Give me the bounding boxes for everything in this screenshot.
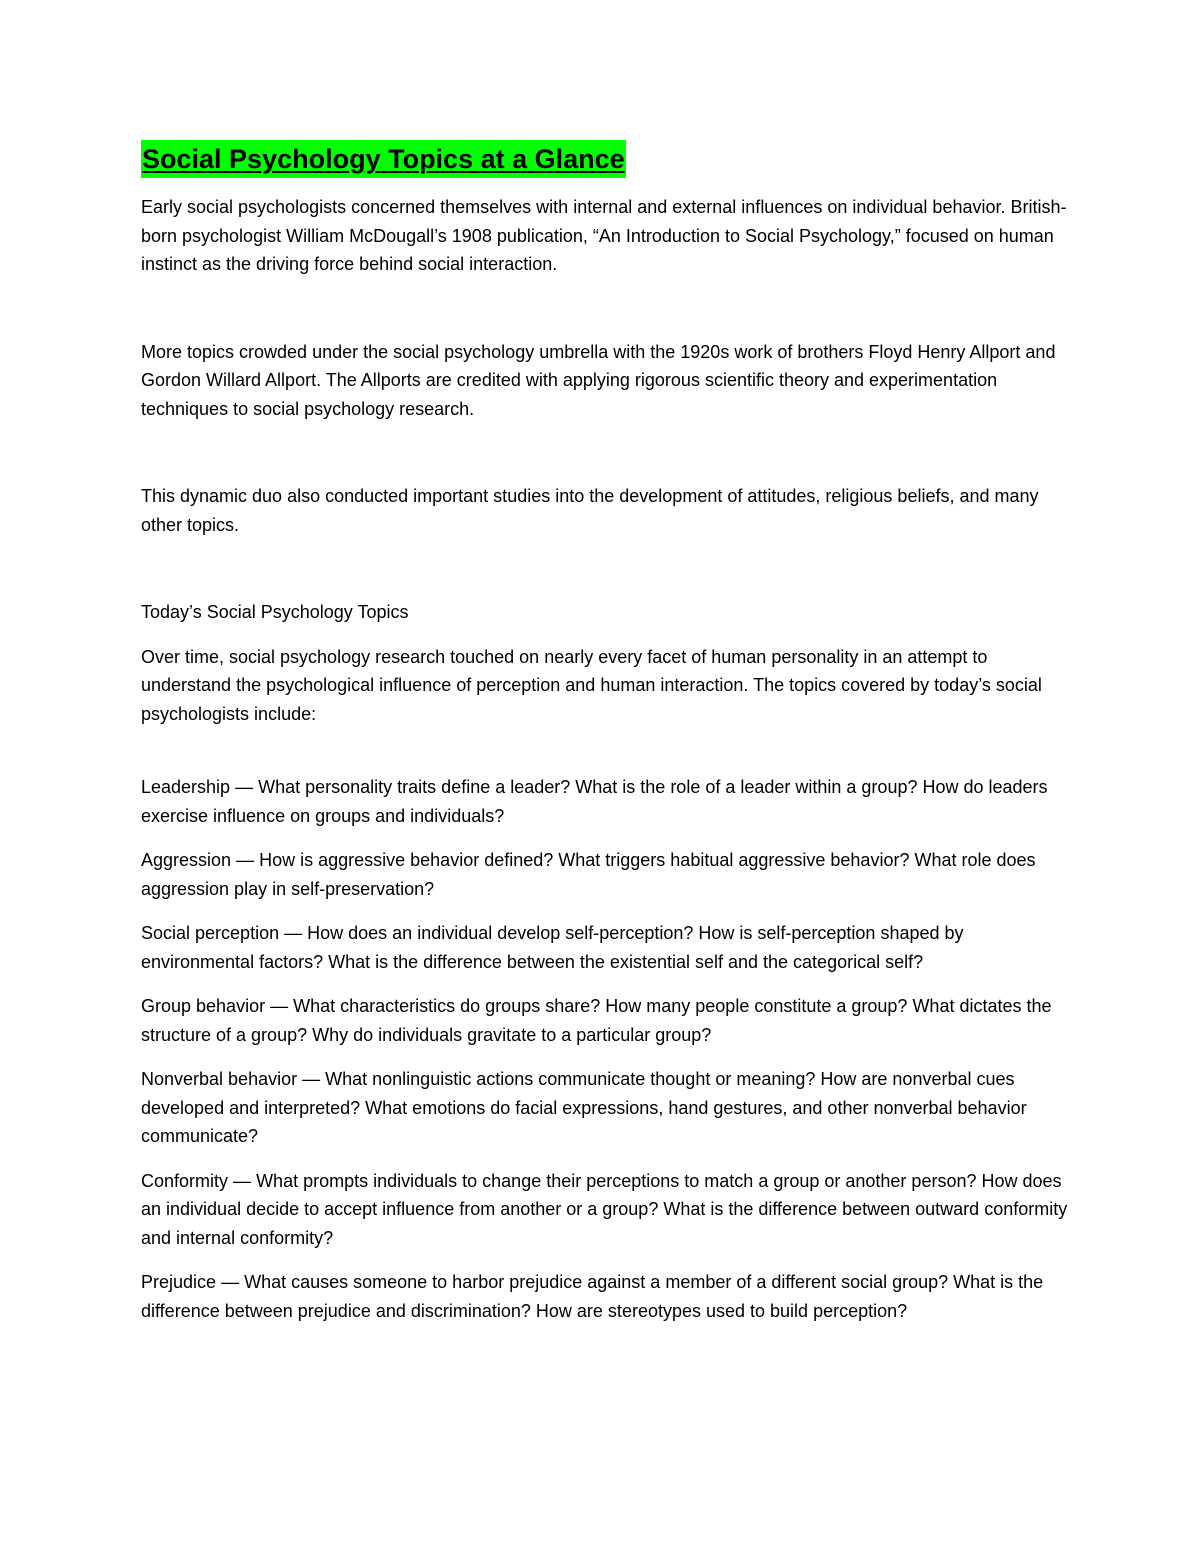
topic-name: Prejudice <box>141 1272 217 1292</box>
topic-name: Group behavior <box>141 996 266 1016</box>
topic-name: Leadership <box>141 777 231 797</box>
em-dash: — <box>235 777 254 797</box>
topic-item-leadership <box>141 773 1071 830</box>
topic-text: How does an individual develop self-perception? How is self-perception shaped by environmental factors? What is the difference between the existential self and the categorical self? <box>141 923 964 972</box>
section-intro: Over time, social psychology research touched on nearly every facet of human personality in an attempt to understand the psychological influence of perception and human interaction. The topics covered by today’s social psychologists include: <box>141 646 1042 724</box>
topic-name: Nonverbal behavior <box>141 1069 298 1089</box>
em-dash: — <box>302 1069 321 1089</box>
paragraph-allport-brothers: More topics crowded under the social psychology umbrella with the 1920s work of brothers Floyd Henry Allport and Gordon Willard Allport. The Allports are credited with applying rigorous scientific theory and experimentation techniques to social psychology research. <box>141 341 1056 419</box>
em-dash: — <box>236 850 255 870</box>
topic-text: What nonlinguistic actions communicate thought or meaning? How are nonverbal cues developed and interpreted? What emotions do facial expressions, hand gestures, and other nonverbal behavior communicate? <box>141 1069 1027 1146</box>
em-dash: — <box>284 923 303 943</box>
paragraph-dynamic-duo: This dynamic duo also conducted important studies into the development of attitudes, religious beliefs, and many other topics. <box>141 486 1039 535</box>
em-dash: — <box>221 1272 240 1292</box>
topic-item-social-perception <box>141 919 1071 976</box>
topic-item-aggression <box>141 846 1071 903</box>
topic-item-prejudice <box>141 1268 1071 1325</box>
em-dash: — <box>233 1170 252 1191</box>
topic-text: What causes someone to harbor prejudice against a member of a different social group? What is the difference between prejudice and discrimination? How are stereotypes used to build perception? <box>141 1272 1044 1321</box>
topic-text: What personality traits define a leader? What is the role of a leader within a group? How do leaders exercise influence on groups and individuals? <box>141 777 1048 826</box>
topic-item-group-behavior <box>141 992 1071 1049</box>
topic-text: How is aggressive behavior defined? What triggers habitual aggressive behavior? What role does aggression play in self-preservation? <box>141 850 1036 899</box>
topic-text: What prompts individuals to change their perceptions to match a group or another person? How does an individual decide to accept influence from another or a group? What is the difference between outward conformity and internal conformity? <box>141 1170 1068 1248</box>
em-dash: — <box>270 996 289 1016</box>
paragraph-early-psychologists: Early social psychologists concerned themselves with internal and external influences on individual behavior. British-born psychologist William McDougall’s 1908 publication, “An Introduction to Social Psychology,” focused on human instinct as the driving force behind social interaction. <box>141 197 1067 274</box>
document-title: Social Psychology Topics at a Glance <box>141 140 626 178</box>
section-heading: Today’s Social Psychology Topics <box>141 602 409 622</box>
topic-text: What characteristics do groups share? How many people constitute a group? What dictates the structure of a group? Why do individuals gravitate to a particular group? <box>141 996 1052 1045</box>
topic-item-nonverbal-behavior <box>141 1065 1071 1151</box>
topic-item-conformity <box>141 1167 1071 1253</box>
topic-name: Conformity <box>141 1170 229 1191</box>
topic-name: Social perception <box>141 923 280 943</box>
document-page <box>141 140 1071 1325</box>
topic-name: Aggression <box>141 850 232 870</box>
